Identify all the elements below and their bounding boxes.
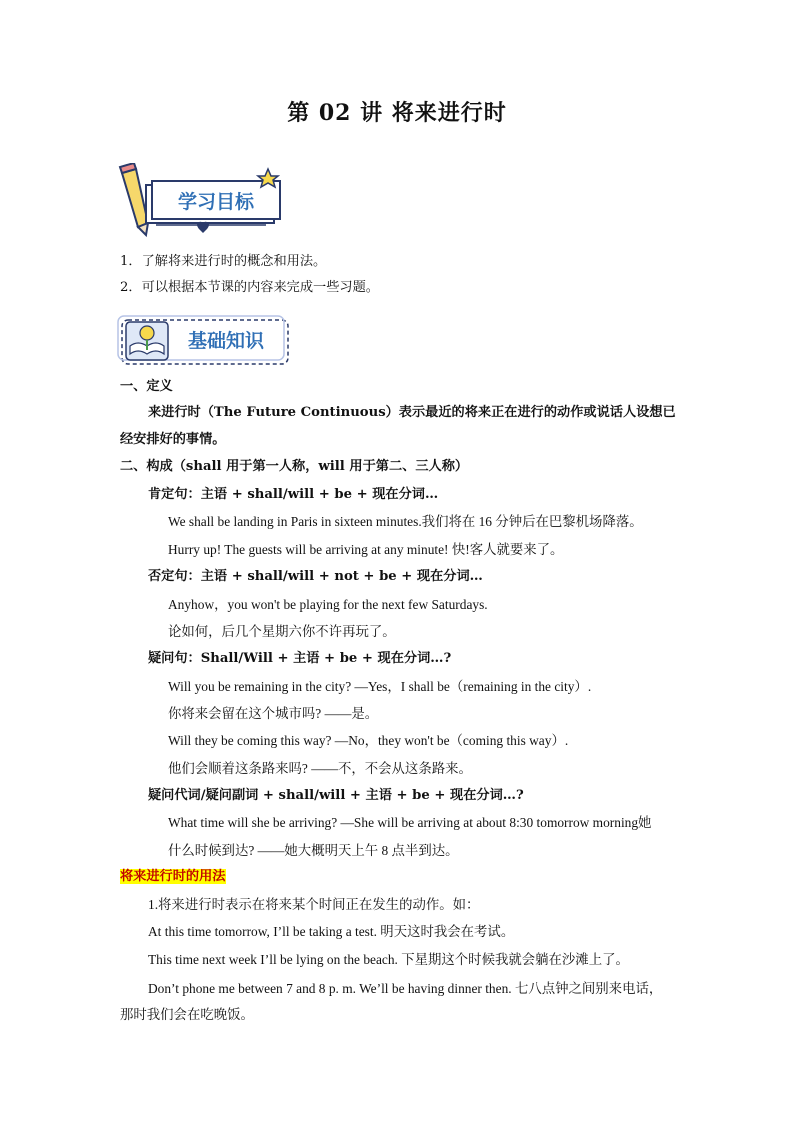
example-sentence: What time will she be arriving? —She will be arriving at about 8:30 tomorrow morning她 xyxy=(168,815,652,830)
example-sentence: 论如何，后几个星期六你不许再玩了。 xyxy=(168,624,396,639)
page-title: 第 02 讲 将来进行时 xyxy=(287,100,507,126)
definition-text: 经安排好的事情。 xyxy=(120,432,226,447)
example-sentence: 你将来会留在这个城市吗? ——是。 xyxy=(168,706,379,721)
usage-point: 1.将来进行时表示在将来某个时间正在发生的动作。如： xyxy=(148,897,480,912)
example-sentence: 那时我们会在吃晚饭。 xyxy=(120,1007,254,1022)
example-sentence: Hurry up! The guests will be arriving at any minute! 快!客人就要来了。 xyxy=(168,542,564,557)
formula-question: 疑问句：Shall/Will + 主语 + be + 现在分词…? xyxy=(148,651,452,666)
lightbulb-book-icon xyxy=(126,322,168,360)
definition-text: 来进行时（The Future Continuous）表示最近的将来正在进行的动作或说话人设想已 xyxy=(148,405,676,420)
basic-knowledge-badge xyxy=(116,314,294,374)
badge-label-goals: 学习目标 xyxy=(177,191,255,213)
example-sentence: We shall be landing in Paris in sixteen minutes.我们将在 16 分钟后在巴黎机场降落。 xyxy=(168,514,643,529)
learning-goals-badge xyxy=(116,163,286,238)
goal-item: 2．可以根据本节课的内容来完成一些习题。 xyxy=(120,280,379,295)
badge-label-basics: 基础知识 xyxy=(187,330,265,352)
example-sentence: Don’t phone me between 7 and 8 p. m. We’ll be having dinner then. 七八点钟之间别来电话， xyxy=(148,981,663,996)
example-sentence: Anyhow，you won't be playing for the next few Saturdays. xyxy=(168,597,488,612)
formula-wh-question: 疑问代词/疑问副词 + shall/will + 主语 + be + 现在分词…? xyxy=(148,788,524,803)
example-sentence: This time next week I’ll be lying on the beach. 下星期这个时候我就会躺在沙滩上了。 xyxy=(148,952,629,967)
example-sentence: 他们会顺着这条路来吗? ——不，不会从这条路来。 xyxy=(168,761,472,776)
formula-affirmative: 肯定句：主语 + shall/will + be + 现在分词… xyxy=(148,487,439,502)
example-sentence: At this time tomorrow, I’ll be taking a test. 明天这时我会在考试。 xyxy=(148,924,515,939)
example-sentence: Will they be coming this way? —No，they won't be（coming this way）. xyxy=(168,733,569,748)
formula-negative: 否定句：主语 + shall/will + not + be + 现在分词… xyxy=(148,569,483,584)
example-sentence: Will you be remaining in the city? —Yes，I shall be（remaining in the city）. xyxy=(168,679,592,694)
example-sentence: 什么时候到达? ——她大概明天上午 8 点半到达。 xyxy=(168,843,459,858)
section-heading-usage xyxy=(120,868,226,886)
usage-heading-highlight: 将来进行时的用法 xyxy=(120,869,226,884)
goal-item: 1．了解将来进行时的概念和用法。 xyxy=(120,254,327,269)
section-heading-definition: 一、定义 xyxy=(120,379,173,394)
pencil-icon xyxy=(120,163,148,235)
section-heading-structure: 二、构成（shall 用于第一人称，will 用于第二、三人称） xyxy=(120,459,469,474)
